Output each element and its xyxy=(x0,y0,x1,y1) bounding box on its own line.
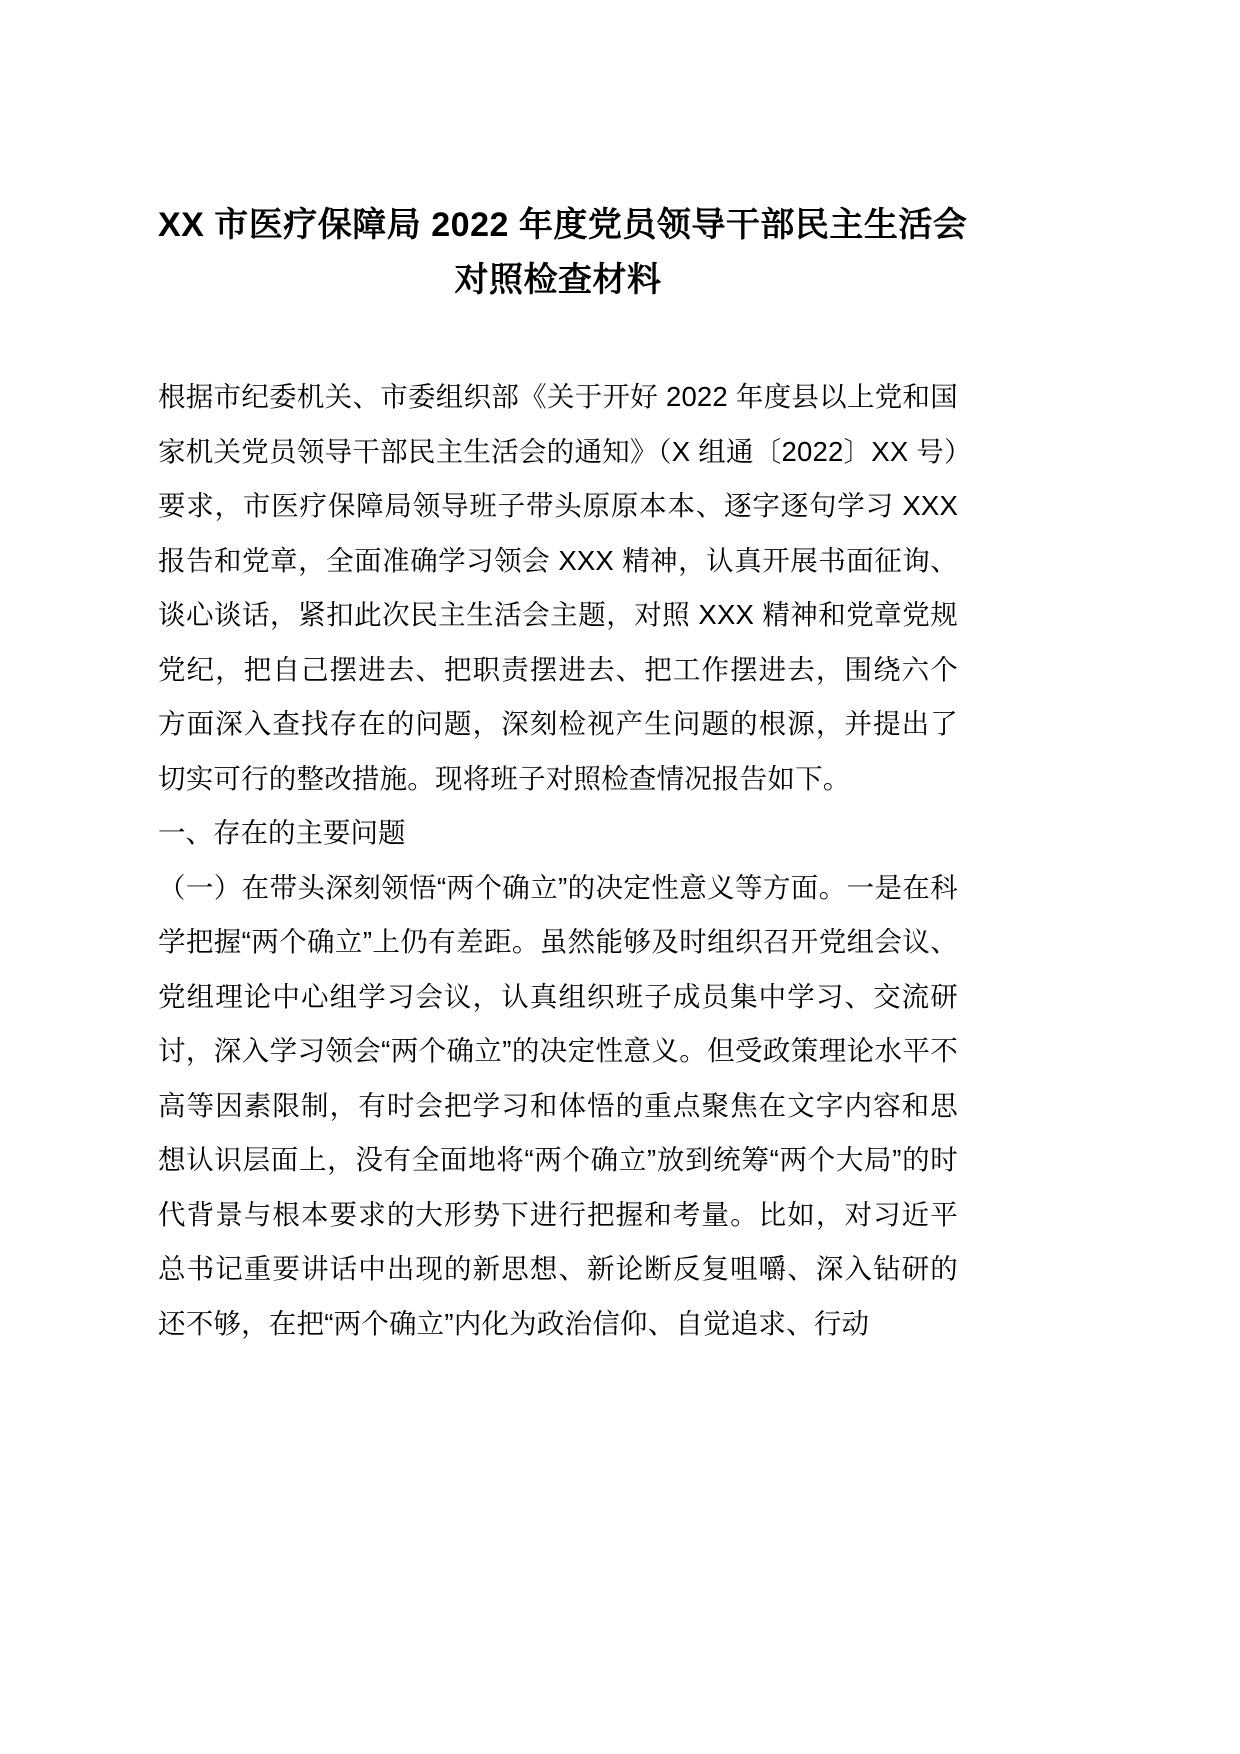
paragraph-intro: 根据市纪委机关、市委组织部《关于开好 2022 年度县以上党和国家机关党员领导干部民主生活会的通知》（X 组通〔2022〕XX 号）要求，市医疗保障局领导班子带头原原本本、逐字逐句学习 XXX 报告和党章，全面准确学习领会 XXX 精神，认真开展书面征询、谈心谈话，紧扣此次民主生活会主题，对照 XXX 精神和党章党规党纪，把自己摆进去、把职责摆进去、把工作摆进去，围绕六个方面深入查找存在的问题，深刻检视产生问题的根源，并提出了切实可行的整改措施。现将班子对照检查情况报告如下。 xyxy=(158,381,958,794)
document-title-block xyxy=(158,0,968,308)
title-line-1: XX 市医疗保障局 2022 年度党员领导干部民主生活会 xyxy=(158,206,968,244)
section-heading-one: 一、存在的主要问题 xyxy=(158,817,406,849)
page-title xyxy=(158,198,968,308)
title-spacer xyxy=(158,308,958,370)
page-content-column xyxy=(158,0,968,1351)
paragraph-item-one: （一）在带头深刻领悟“两个确立”的决定性意义等方面。一是在科学把握“两个确立”上仍有差距。虽然能够及时组织召开党组会议、党组理论中心组学习会议，认真组织班子成员集中学习、交流研讨，深入学习领会“两个确立”的决定性意义。但受政策理论水平不高等因素限制，有时会把学习和体悟的重点聚焦在文字内容和思想认识层面上，没有全面地将“两个确立”放到统筹“两个大局”的时代背景与根本要求的大形势下进行把握和考量。比如，对习近平总书记重要讲话中出现的新思想、新论断反复咀嚼、深入钻研的还不够，在把“两个确立”内化为政治信仰、自觉追求、行动 xyxy=(158,871,958,1339)
title-line-2: 对照检查材料 xyxy=(454,261,662,300)
